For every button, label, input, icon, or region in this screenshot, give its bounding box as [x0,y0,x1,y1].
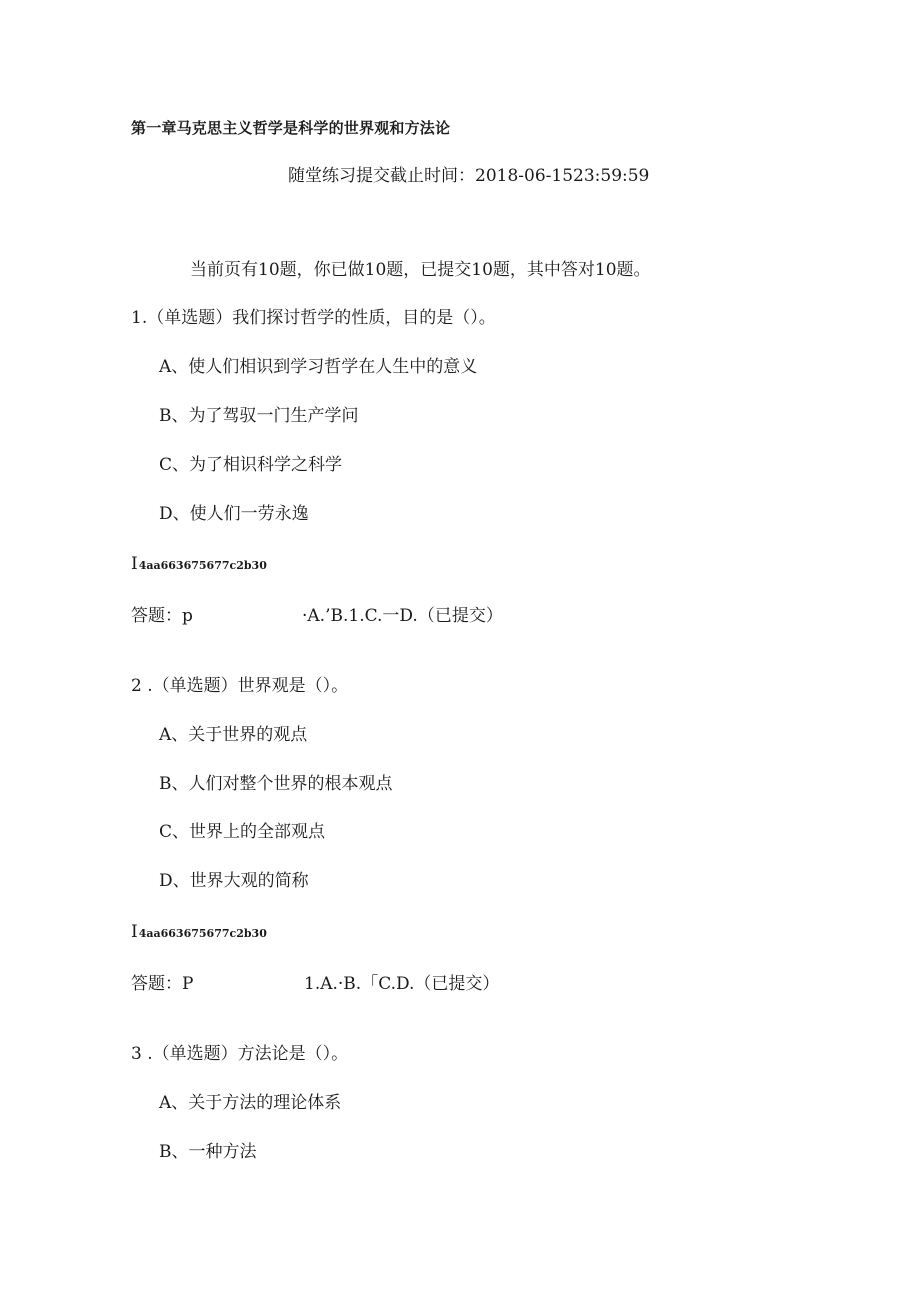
code-bar: I [131,922,138,942]
option-b: B、人们对整个世界的根本观点 [159,774,393,794]
code-text: 4aa663675677c2b30 [138,927,267,940]
question-stem: 2 .（单选题）世界观是（）。 [131,676,349,696]
progress-summary: 当前页有10题，你已做10题，已提交10题，其中答对10题。 [190,260,651,280]
question-code [131,924,267,941]
code-text: 4aa663675677c2b30 [138,559,267,572]
answer-detail: 1.A.·B.「C.D.（已提交） [304,974,500,994]
option-c: C、世界上的全部观点 [159,822,326,842]
answer-label: 答题：p [131,606,193,626]
question-stem: 3 .（单选题）方法论是（）。 [131,1044,349,1064]
chapter-title: 第一章马克思主义哲学是科学的世界观和方法论 [131,119,451,137]
code-bar: I [131,554,138,574]
option-b: B、为了驾驭一门生产学问 [159,406,359,426]
option-b: B、一种方法 [159,1142,257,1162]
submission-deadline: 随堂练习提交截止时间：2018-06-1523:59:59 [288,166,650,186]
option-a: A、关于世界的观点 [159,725,308,745]
option-d: D、世界大观的简称 [159,871,309,891]
option-c: C、为了相识科学之科学 [159,455,343,475]
question-code [131,556,267,573]
option-a: A、使人们相识到学习哲学在人生中的意义 [159,357,478,377]
option-a: A、关于方法的理论体系 [159,1093,342,1113]
answer-detail: ·A.’B.1.C.一D.（已提交） [302,606,503,626]
question-stem: 1.（单选题）我们探讨哲学的性质，目的是（）。 [131,308,496,328]
answer-label: 答题：P [131,974,194,994]
option-d: D、使人们一劳永逸 [159,504,309,524]
